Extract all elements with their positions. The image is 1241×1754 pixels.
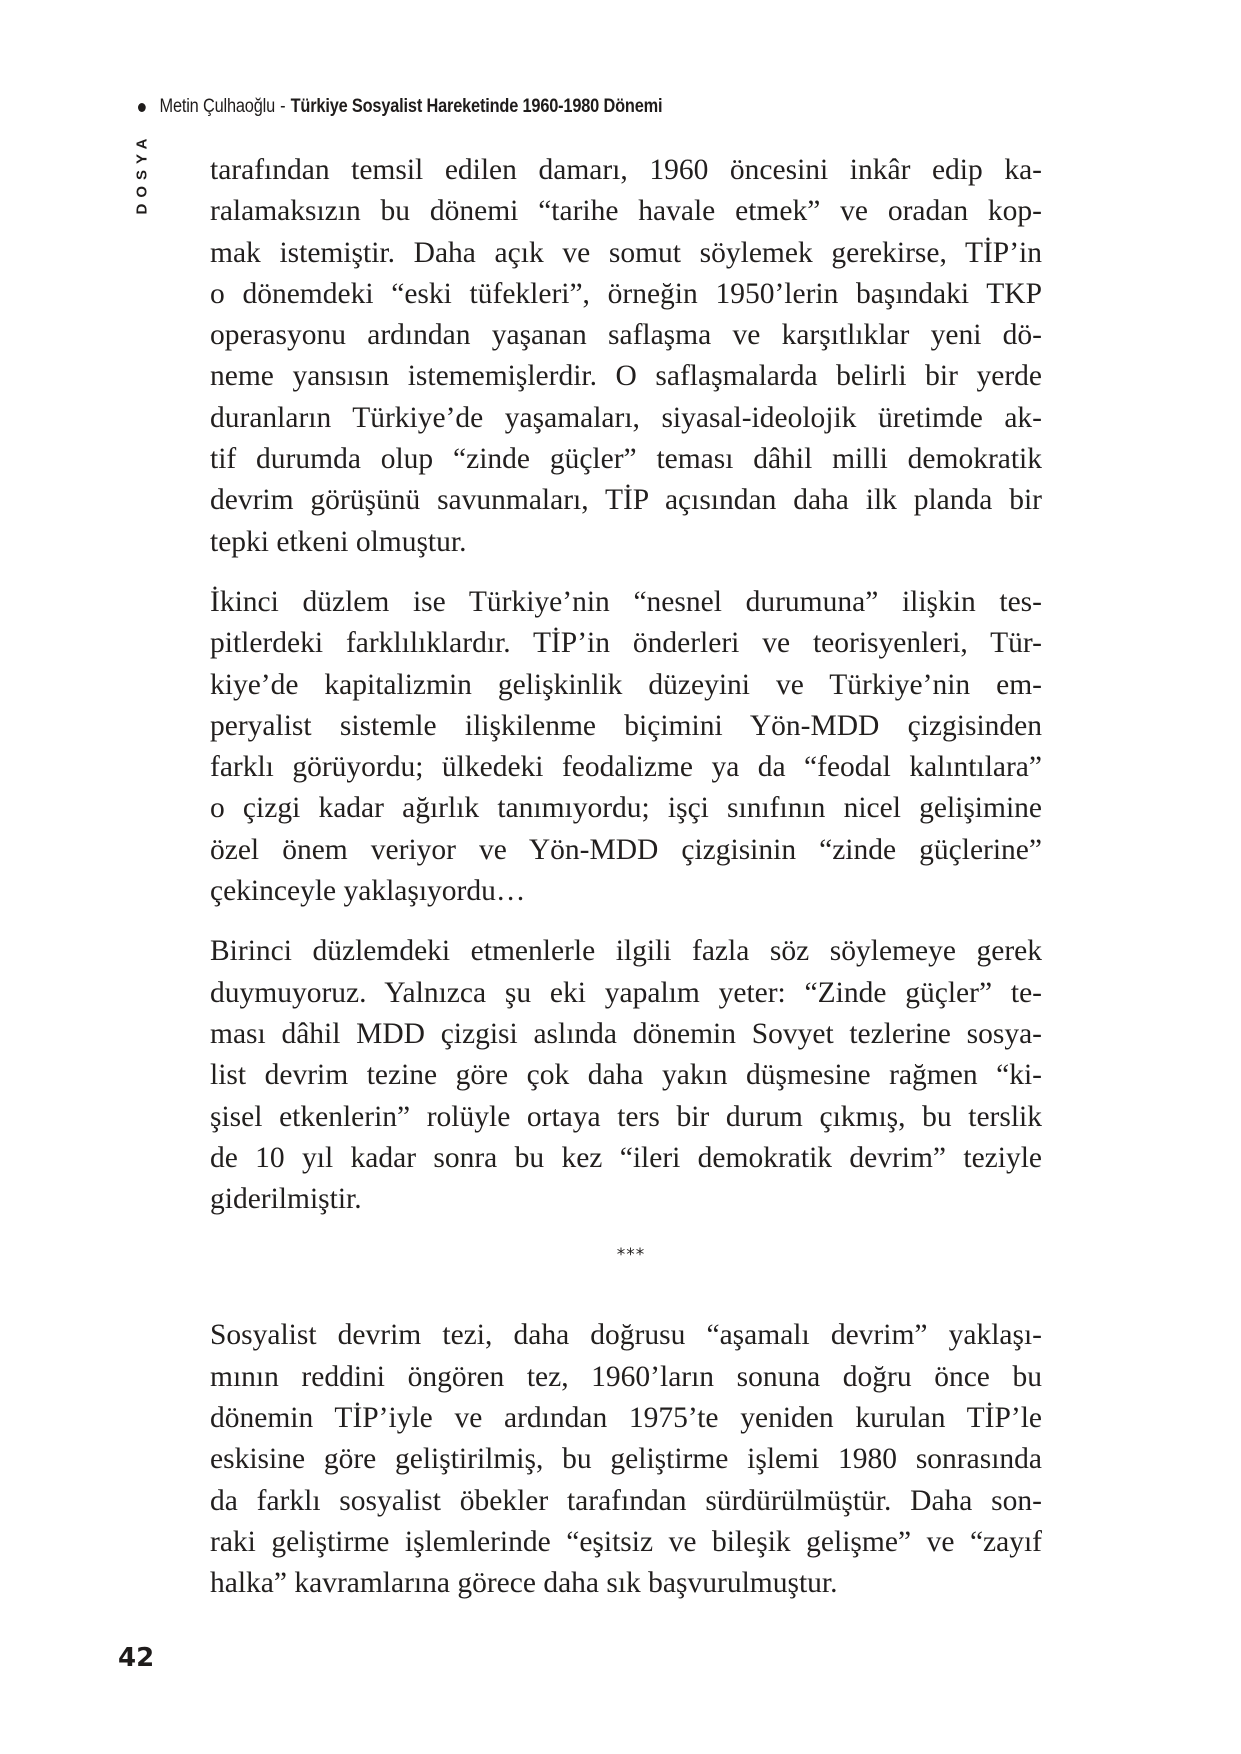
text-line: operasyonu ardından yaşanan saflaşma ve karşıtlıklar yeni dö- bbox=[210, 319, 1042, 352]
text-line: ralamaksızın bu dönemi “tarihe havale etmek” ve oradan kop- bbox=[210, 195, 1042, 228]
text-line: devrim görüşünü savunmaları, TİP açısından daha ilk planda bir bbox=[210, 484, 1042, 517]
text-line: list devrim tezine göre çok daha yakın düşmesine rağmen “ki- bbox=[210, 1059, 1042, 1092]
article-body bbox=[210, 150, 1042, 1624]
text-line: o çizgi kadar ağırlık tanımıyordu; işçi sınıfının nicel gelişimine bbox=[210, 792, 1042, 825]
text-line: raki geliştirme işlemlerinde “eşitsiz ve bileşik gelişme” ve “zayıf bbox=[210, 1525, 1042, 1558]
text-line: şisel etkenlerin” rolüyle ortaya ters bir durum çıkmış, bu terslik bbox=[210, 1100, 1042, 1133]
section-divider: *** bbox=[616, 1245, 646, 1266]
text-line: dönemin TİP’iyle ve ardından 1975’te yeniden kurulan TİP’le bbox=[210, 1402, 1042, 1435]
text-line: duranların Türkiye’de yaşamaları, siyasal-ideolojik üretimde ak- bbox=[210, 401, 1042, 434]
section-label-text: DOSYA bbox=[133, 132, 151, 214]
paragraph-4 bbox=[210, 1315, 1042, 1604]
section-label bbox=[131, 128, 153, 218]
paragraph-2 bbox=[210, 582, 1042, 912]
text-line: ması dâhil MDD çizgisi aslında dönemin Sovyet tezlerine sosya- bbox=[210, 1017, 1042, 1050]
text-line: pitlerdeki farklılıklardır. TİP’in önderleri ve teorisyenleri, Tür- bbox=[210, 627, 1042, 660]
text-line: giderilmiştir. bbox=[210, 1183, 362, 1216]
running-head bbox=[138, 94, 662, 120]
text-line: tarafından temsil edilen damarı, 1960 öncesini inkâr edip ka- bbox=[210, 154, 1042, 186]
running-head-separator: - bbox=[280, 96, 286, 117]
text-line: o dönemdeki “eski tüfekleri”, örneğin 1950’lerin başındaki TKP bbox=[210, 277, 1042, 310]
text-line: özel önem veriyor ve Yön-MDD çizgisinin “zinde güçlerine” bbox=[210, 833, 1042, 866]
text-line: mının reddini öngören tez, 1960’ların sonuna doğru önce bu bbox=[210, 1360, 1042, 1393]
paragraph-3 bbox=[210, 931, 1042, 1220]
text-line: kiye’de kapitalizmin gelişkinlik düzeyini ve Türkiye’nin em- bbox=[210, 668, 1042, 701]
running-head-author: Metin Çulhaoğlu bbox=[159, 96, 276, 117]
running-head-title: Türkiye Sosyalist Hareketinde 1960-1980 Dönemi bbox=[290, 96, 663, 117]
text-line: çekinceyle yaklaşıyordu… bbox=[210, 875, 526, 908]
text-line: tif durumda olup “zinde güçler” teması dâhil milli demokratik bbox=[210, 443, 1042, 476]
text-line: farklı görüyordu; ülkedeki feodalizme ya da “feodal kalıntılara” bbox=[210, 751, 1042, 784]
text-line: Birinci düzlemdeki etmenlerle ilgili fazla söz söylemeye gerek bbox=[210, 935, 1042, 968]
text-line: tepki etkeni olmuştur. bbox=[210, 525, 467, 558]
text-line: neme yansısın istememişlerdir. O saflaşmalarda belirli bir yerde bbox=[210, 360, 1042, 393]
text-line: halka” kavramlarına görece daha sık başvurulmuştur. bbox=[210, 1567, 838, 1600]
bullet-icon bbox=[138, 103, 146, 112]
text-line: Sosyalist devrim tezi, daha doğrusu “aşamalı devrim” yaklaşı- bbox=[210, 1319, 1042, 1352]
text-line: peryalist sistemle ilişkilenme biçimini Yön-MDD çizgisinden bbox=[210, 709, 1042, 742]
text-line: de 10 yıl kadar sonra bu kez “ileri demokratik devrim” teziyle bbox=[210, 1141, 1042, 1174]
text-line: İkinci düzlem ise Türkiye’nin “nesnel durumuna” ilişkin tes- bbox=[210, 585, 1042, 618]
page-number: 42 bbox=[118, 1643, 155, 1673]
text-line: eskisine göre geliştirilmiş, bu geliştirme işlemi 1980 sonrasında bbox=[210, 1443, 1042, 1476]
text-line: mak istemiştir. Daha açık ve somut söylemek gerekirse, TİP’in bbox=[210, 236, 1042, 269]
text-line: duymuyoruz. Yalnızca şu eki yapalım yeter: “Zinde güçler” te- bbox=[210, 976, 1042, 1009]
text-line: da farklı sosyalist öbekler tarafından sürdürülmüştür. Daha son- bbox=[210, 1484, 1042, 1517]
paragraph-1 bbox=[210, 150, 1042, 563]
